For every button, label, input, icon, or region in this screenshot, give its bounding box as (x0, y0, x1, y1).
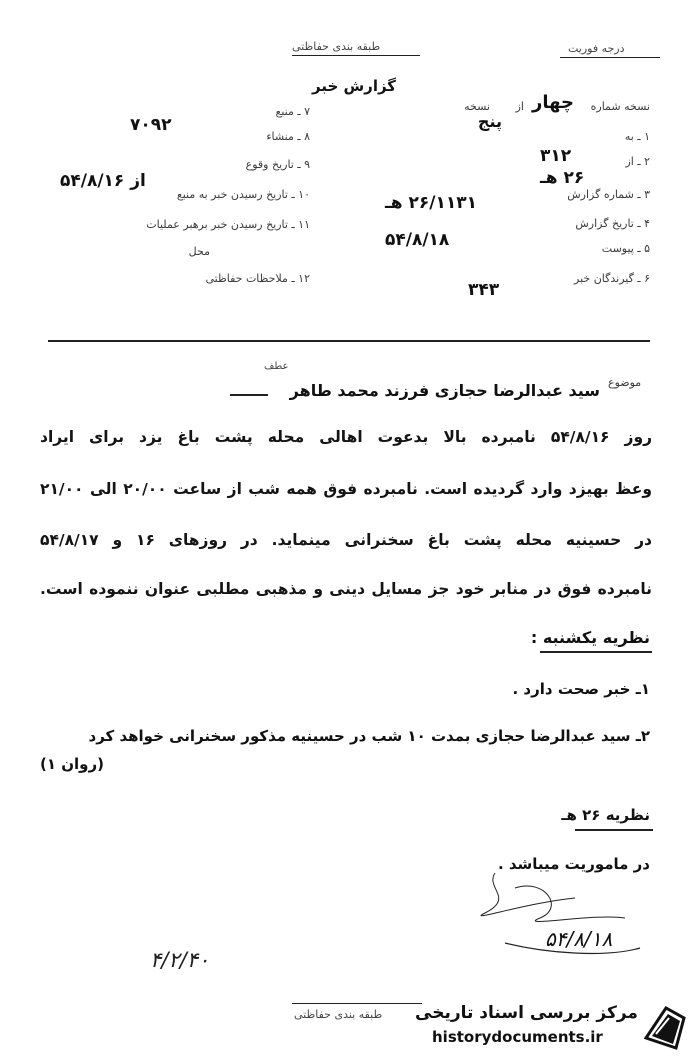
form-left-value-7: ۷۰۹۲ (130, 115, 172, 135)
form-right-label-1: ۱ ـ به (624, 130, 650, 143)
copies-label: نسخه (464, 100, 490, 113)
form-left-label-9: ۹ ـ تاریخ وقوع (245, 158, 310, 171)
form-right-value-4: ۲۶/۱۱۳۱ هـ (385, 193, 477, 213)
form-left-label-7: ۷ ـ منبع (275, 105, 310, 118)
copy-number-label: نسخه شماره (590, 100, 650, 113)
opinion-1-underline (540, 651, 652, 653)
watermark-logo-icon (636, 998, 692, 1054)
handwritten-left-note: ۴/۲/۴۰ (150, 948, 210, 972)
priority-rule (560, 57, 660, 58)
subject-insert-above: عطف (264, 361, 289, 372)
classification-bottom-rule (292, 1003, 422, 1004)
body-line-2: وعظ بهیزد وارد گردیده است. نامبرده فوق همه شب از ساعت ۲۰/۰۰ الی ۲۱/۰۰ (40, 480, 652, 498)
opinion-2-underline (575, 829, 653, 831)
copy-of-label: از (515, 100, 524, 113)
opinion-1-note: (روان ۱) (40, 755, 104, 773)
classification-top-rule (292, 55, 420, 56)
opinion-1-item-1: ۱ـ خبر صحت دارد . (512, 680, 650, 698)
classification-top: طبقه بندی حفاظتی (292, 40, 381, 53)
copies-total-value: پنج (477, 112, 502, 131)
form-right-label-3: ۳ ـ شماره گزارش (567, 188, 650, 201)
watermark-url: historydocuments.ir (432, 1028, 603, 1046)
watermark-title: مرکز بررسی اسناد تاریخی (415, 1003, 638, 1023)
form-left-label-12: محل (188, 245, 210, 258)
form-right-value-5: ۵۴/۸/۱۸ (385, 230, 450, 250)
opinion-1-item-2: ۲ـ سید عبدالرضا حجازی بمدت ۱۰ شب در حسینیه مذکور سخنرانی خواهد کرد (88, 727, 650, 745)
form-left-label-10: ۱۰ ـ تاریخ رسیدن خبر به منبع (176, 188, 310, 201)
copy-number-value: چهار (532, 92, 574, 113)
body-line-1: روز ۵۴/۸/۱۶ نامبرده بالا بدعوت اهالی محله پشت باغ یزد برای ایراد (40, 428, 652, 446)
form-right-label-6: ۶ ـ گیرندگان خبر (574, 272, 650, 285)
header-divider (48, 340, 650, 342)
copy-line (380, 92, 650, 131)
form-left-label-13: ۱۲ ـ ملاحظات حفاظتی (205, 272, 310, 285)
form-right-label-4: ۴ ـ تاریخ گزارش (575, 217, 650, 230)
form-right-label-2: ۲ ـ از (625, 155, 650, 168)
form-left-label-11: ۱۱ ـ تاریخ رسیدن خبر برهبر عملیات (146, 218, 310, 231)
classification-bottom: طبقه بندی حفاظتی (294, 1008, 383, 1021)
opinion-2-heading: نظریه ۲۶ هـ (561, 806, 650, 824)
signature-scribble (455, 858, 675, 968)
form-left-label-8: ۸ ـ منشاء (266, 130, 310, 143)
opinion-2-text: در ماموریت میباشد . (497, 855, 650, 873)
form-right-label-5: ۵ ـ پیوست (601, 242, 650, 255)
opinion-1-heading: نظریه یکشنبه : (530, 628, 650, 647)
form-left-value-10: از ۵۴/۸/۱۶ (60, 171, 146, 191)
priority-label: درجه فوریت (568, 42, 625, 55)
doc-title: گزارش خبر (312, 77, 397, 95)
body-line-3: در حسینیه محله پشت باغ سخنرانی مینماید. در روزهای ۱۶ و ۵۴/۸/۱۷ (40, 531, 652, 549)
handwritten-date: ۵۴/۸/۱۸ (545, 927, 613, 951)
subject-underline-stroke (230, 394, 268, 396)
form-right-value-3: ۲۶ هـ (540, 168, 585, 188)
subject-text: سید عبدالرضا حجازی فرزند محمد طاهر (289, 381, 600, 400)
form-right-value-2: ۳۱۲ (540, 146, 572, 166)
body-line-4: نامبرده فوق در منابر خود جز مسایل دینی و مذهبی مطلبی عنوان ننموده است. (40, 580, 652, 598)
subject-label: موضوع (608, 376, 642, 389)
form-right-value-6: ۳۴۳ (468, 280, 500, 300)
